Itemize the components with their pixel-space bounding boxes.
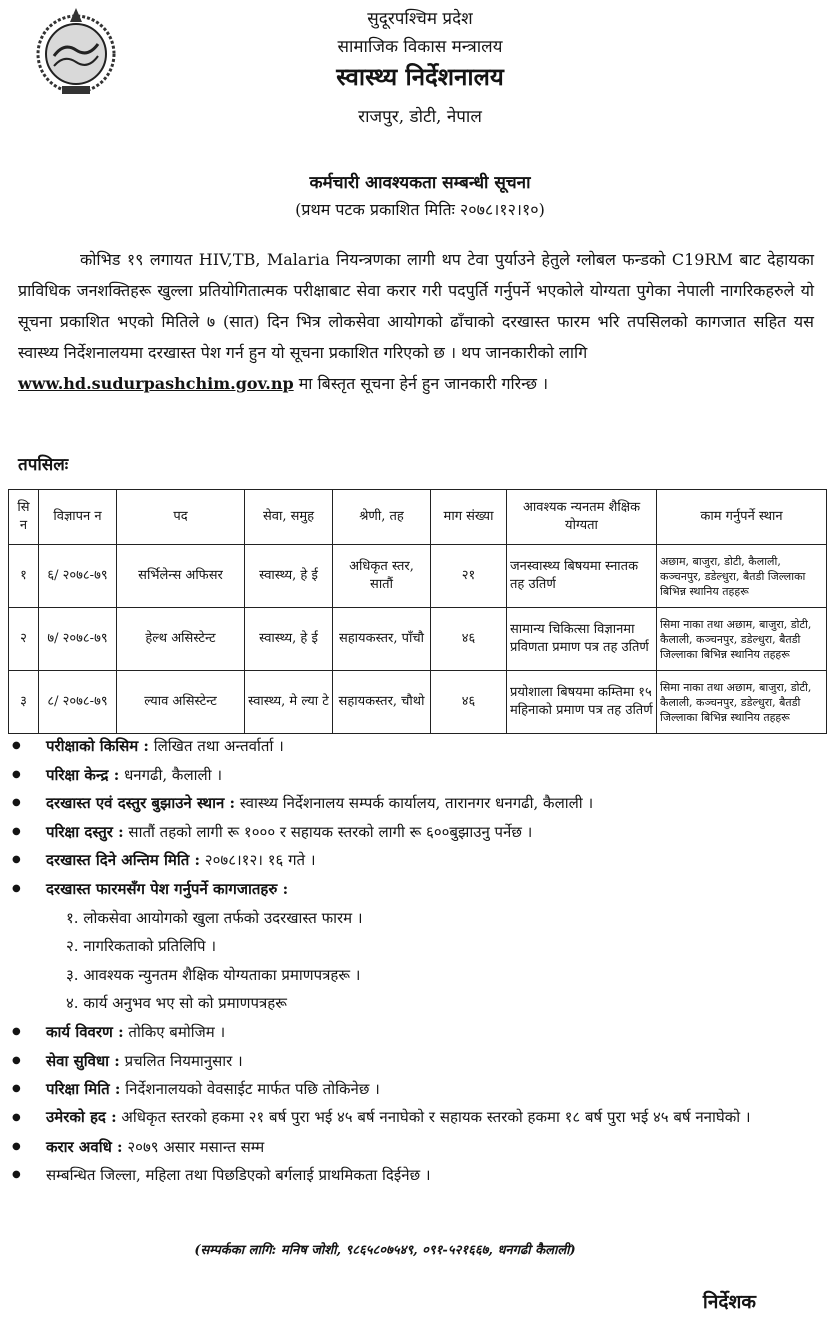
item-key: परीक्षाको किसिम : [46,737,149,755]
item-key: उमेरको हद : [46,1107,117,1126]
cell-level: सहायकस्तर, चौथो [333,671,431,734]
tapasil-label: तपसिलः [18,455,69,475]
doc-item: ३. आवश्यक न्युनतम शैक्षिक योग्यताका प्रमाणपत्रहरू । [66,965,361,984]
item-value: तोकिए बमोजिम । [123,1022,226,1041]
item-value: सातौं तहको लागी रू १००० र सहायक स्तरको लागी रू ६००बुझाउनु पर्नेछ । [123,822,533,841]
item-key: दरखास्त एवं दस्तुर बुझाउने स्थान : [46,794,236,813]
item-value: लिखित तथा अन्तर्वार्ता । [148,737,284,755]
contact-info: (सम्पर्कका लागि: मनिष जोशी, ९८६५८०७५४९, ०९१-५२१६६७, धनगढी कैलाली) [194,1243,576,1258]
cell-ad-no: ७/ २०७८-७९ [39,608,117,671]
cell-post: ल्याव असिस्टेन्ट [117,671,245,734]
list-item [12,846,812,875]
item-key: परिक्षा दस्तुर : [46,822,124,841]
cell-place: सिमा नाका तथा अछाम, बाजुरा, डोटी, कैलाली, कञ्चनपुर, डडेल्धुरा, बैतडी जिल्लाका बिभिन्न स्थानिय तहहरू [657,671,827,734]
table-row [9,608,827,671]
table-row [9,671,827,734]
cell-demand: ४६ [431,671,507,734]
cell-qualification: जनस्वास्थ्य बिषयमा स्नातक तह उतिर्ण [507,545,657,608]
details-list [12,732,812,1190]
cell-demand: २१ [431,545,507,608]
list-item [12,789,812,818]
vacancy-table [8,489,827,734]
list-item [12,1047,812,1076]
office-address: राजपुर, डोटी, नेपाल [358,107,482,127]
col-ad-no: विज्ञापन न [39,490,117,545]
item-value: २०७९ असार मसान्त सम्म [122,1137,265,1156]
notice-body-tail: मा बिस्तृत सूचना हेर्न हुन जानकारी गरिन्छ । [293,374,549,393]
directorate-name: स्वास्थ्य निर्देशनालय [336,62,504,91]
cell-sn: १ [9,545,39,608]
cell-service: स्वास्थ्य, हे ई [245,545,333,608]
notice-title: कर्मचारी आवश्यकता सम्बन्धी सूचना [309,173,531,193]
notice-body-text: कोभिड १९ लगायत HIV,TB, Malaria नियन्त्रणका लागी थप टेवा पुर्याउने हेतुले ग्लोबल फन्डको C19RM बाट देहायका प्राविधिक जनशक्तिहरू खुल्ला प्रतियोगितात्मक परीक्षाबाट सेवा करार गरी पदपुर्ति गर्नुपर्ने भएकोले योग्यता पुगेका नेपाली नागरिकहरुले यो सूचना प्रकाशित भएको मितिले ७ (सात) दिन भित्र लोकसेवा आयोगको ढाँचाको दरखास्त फारम भरि तपसिलको कागजात सहित यस स्वास्थ्य निर्देशनालयमा दरखास्त पेश गर्न हुन यो सूचना प्रकाशित गरिएको छ । थप जानकारीको लागि [18,250,814,362]
list-item [12,1018,812,1047]
cell-qualification: प्रयोशाला बिषयमा कम्तिमा १५ महिनाको प्रमाण पत्र तह उतिर्ण [507,671,657,734]
cell-sn: २ [9,608,39,671]
col-qualification: आवश्यक न्यनतम शैक्षिक योग्यता [507,490,657,545]
notice-body [18,244,814,399]
item-key: परिक्षा केन्द्र : [46,765,120,784]
cell-post: सर्भिलेन्स अफिसर [117,545,245,608]
cell-qualification: सामान्य चिकित्सा विज्ञानमा प्रविणता प्रमाण पत्र तह उतिर्ण [507,608,657,671]
table-row [9,545,827,608]
list-item [12,818,812,847]
col-demand: माग संख्या [431,490,507,545]
col-place: काम गर्नुपर्ने स्थान [657,490,827,545]
cell-post: हेल्थ असिस्टेन्ट [117,608,245,671]
doc-item: ४. कार्य अनुभव भए सो को प्रमाणपत्रहरू [66,994,287,1013]
cell-service: स्वास्थ्य, मे ल्या टे [245,671,333,734]
doc-item: २. नागरिकताको प्रतिलिपि । [66,937,217,956]
cell-level: अधिकृत स्तर, सातौं [333,545,431,608]
ministry-name: सामाजिक विकास मन्त्रालय [337,37,503,57]
cell-ad-no: ८/ २०७८-७९ [39,671,117,734]
cell-service: स्वास्थ्य, हे ई [245,608,333,671]
list-item [12,1161,812,1190]
list-item [12,1133,812,1162]
table-header-row [9,490,827,545]
cell-level: सहायकस्तर, पाँचौ [333,608,431,671]
doc-item: १. लोकसेवा आयोगको खुला तर्फको उदरखास्त फारम । [66,908,363,927]
item-key: दरखास्त फारमसँग पेश गर्नुपर्ने कागजातहरु : [46,879,289,898]
item-value: सम्बन्धित जिल्ला, महिला तथा पिछडिएको बर्गलाई प्राथमिकता दिईनेछ । [46,1166,431,1185]
col-level: श्रेणी, तह [333,490,431,545]
cell-place: अछाम, बाजुरा, डोटी, कैलाली, कञ्चनपुर, डडेल्धुरा, बैतडी जिल्लाका बिभिन्न स्थानिय तहहरू [657,545,827,608]
item-key: कार्य विवरण : [46,1022,124,1041]
item-value: २०७८।१२। १६ गते । [200,851,316,870]
item-key: दरखास्त दिने अन्तिम मिति : [46,851,201,870]
cell-demand: ४६ [431,608,507,671]
cell-sn: ३ [9,671,39,734]
item-value: प्रचलित नियमानुसार । [119,1051,243,1070]
list-item [12,732,812,761]
item-value: निर्देशनालयको वेवसाईट मार्फत पछि तोकिनेछ । [120,1080,380,1099]
col-service: सेवा, समुह [245,490,333,545]
nepal-emblem-logo [32,4,120,96]
item-key: करार अवधि : [46,1137,123,1156]
list-item [12,761,812,790]
item-key: सेवा सुविधा : [46,1051,120,1070]
list-item [12,1075,812,1104]
website-link[interactable]: www.hd.sudurpashchim.gov.np [18,374,294,393]
col-post: पद [117,490,245,545]
item-value: धनगढी, कैलाली । [119,765,223,784]
cell-place: सिमा नाका तथा अछाम, बाजुरा, डोटी, कैलाली, कञ्चनपुर, डडेल्धुरा, बैतडी जिल्लाका बिभिन्न स्थानिय तहहरू [657,608,827,671]
item-value: अधिकृत स्तरको हकमा २१ बर्ष पुरा भई ४५ बर्ष ननाघेको र सहायक स्तरको हकमा १८ बर्ष पुरा भई ४५ बर्ष ननाघेको । [116,1107,751,1126]
publish-date: (प्रथम पटक प्रकाशित मितिः २०७८।१२।१०) [295,200,545,219]
list-item [12,875,812,904]
list-item [12,1104,812,1131]
signature-title: निर्देशक [702,1291,756,1313]
cell-ad-no: ६/ २०७८-७९ [39,545,117,608]
item-key: परिक्षा मिति : [46,1080,121,1099]
col-sn: सि न [9,490,39,545]
item-value: स्वास्थ्य निर्देशनालय सम्पर्क कार्यालय, तारानगर धनगढी, कैलाली । [235,794,594,813]
province-name: सुदूरपश्चिम प्रदेश [367,9,473,29]
